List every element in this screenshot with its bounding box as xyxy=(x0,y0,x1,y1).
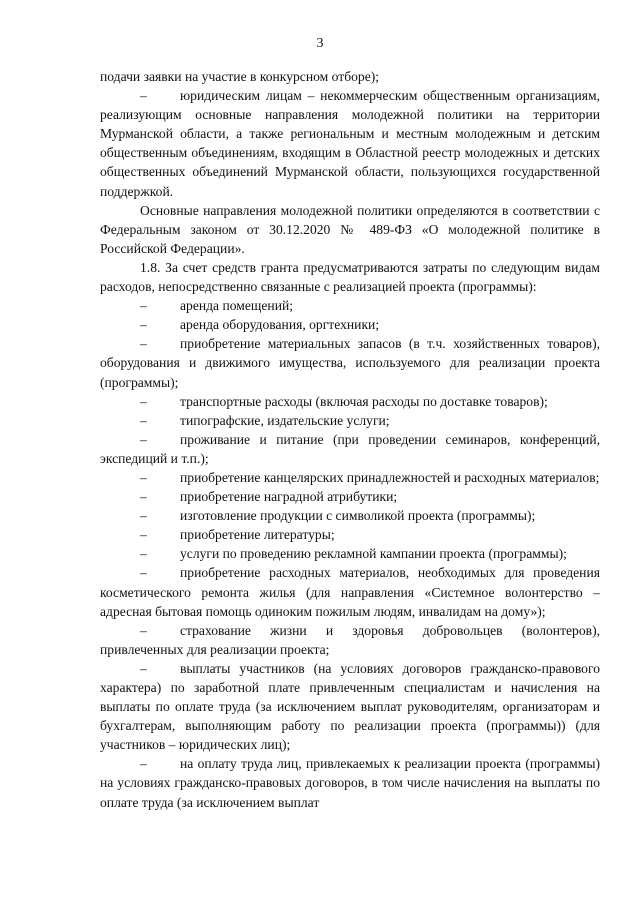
list-dash: – xyxy=(140,88,147,104)
list-dash: – xyxy=(140,317,147,333)
list-item xyxy=(100,506,600,525)
list-item xyxy=(100,334,600,391)
list-item xyxy=(100,411,600,430)
list-item-text: изготовление продукции с символикой проекта (программы); xyxy=(180,508,536,524)
list-dash: – xyxy=(140,527,147,543)
list-item-text: аренда помещений; xyxy=(180,298,294,314)
list-item-text: страхование жизни и здоровья добровольцев (волонтеров), привлеченных для реализации проекта; xyxy=(100,622,600,657)
list-dash: – xyxy=(140,622,147,638)
list-item xyxy=(100,430,600,468)
list-item-text: выплаты участников (на условиях договоров гражданско-правового характера) по заработной плате привлеченным специалистам и начисления на выплаты по оплате труда (за исключением выплат руководителям, организаторам и бухгалтерам, выполняющим работу по реализации проекта (программы)) (для участников – юридических лиц); xyxy=(100,660,600,753)
list-item-text: аренда оборудования, оргтехники; xyxy=(180,317,380,333)
paragraph: 1.8. За счет средств гранта предусматриваются затраты по следующим видам расходов, непосредственно связанные с реализацией проекта (программы): xyxy=(100,259,600,295)
list-dash: – xyxy=(140,546,147,562)
list-item xyxy=(100,86,600,201)
list-dash: – xyxy=(140,660,147,676)
list-dash: – xyxy=(140,336,147,352)
document-body xyxy=(100,67,600,812)
list-item xyxy=(100,621,600,659)
list-item xyxy=(100,296,600,315)
list-item-text: услуги по проведению рекламной кампании проекта (программы); xyxy=(180,546,567,562)
list-item xyxy=(100,525,600,544)
list-item xyxy=(100,544,600,563)
list-dash: – xyxy=(140,508,147,524)
list-item xyxy=(100,392,600,411)
list-dash: – xyxy=(140,565,147,581)
list-dash: – xyxy=(140,469,147,485)
list-item-text: приобретение литературы; xyxy=(180,527,335,543)
list-item xyxy=(100,315,600,334)
list-item xyxy=(100,468,600,487)
list-dash: – xyxy=(140,393,147,409)
list-dash: – xyxy=(140,431,147,447)
paragraph: Основные направления молодежной политики определяются в соответствии с Федеральным законом от 30.12.2020 № 489-ФЗ «О молодежной политике в Российской Федерации». xyxy=(100,202,600,256)
paragraph: подачи заявки на участие в конкурсном отборе); xyxy=(100,69,380,84)
list-item xyxy=(100,659,600,754)
list-item-text: типографские, издательские услуги; xyxy=(180,412,390,428)
list-item-text: приобретение наградной атрибутики; xyxy=(180,489,398,505)
list-item xyxy=(100,563,600,620)
list-item-text: приобретение канцелярских принадлежностей и расходных материалов; xyxy=(180,469,600,485)
list-dash: – xyxy=(140,489,147,505)
list-item-text: приобретение материальных запасов (в т.ч. хозяйственных товаров), оборудования и движимого имущества, используемого для реализации проекта (программы); xyxy=(100,336,600,390)
list-item-text: на оплату труда лиц, привлекаемых к реализации проекта (программы) на условиях гражданско-правовых договоров, в том числе начисления на выплаты по оплате труда (за исключением выплат xyxy=(100,756,600,810)
list-item-text: приобретение расходных материалов, необходимых для проведения косметического ремонта жилья (для направления «Системное волонтерство – адресная бытовая помощь одиноким пожилым людям, инвалидам на дому»); xyxy=(100,565,600,619)
list-dash: – xyxy=(140,298,147,314)
list-item-text: юридическим лицам – некоммерческим общественным организациям, реализующим основные направления молодежной политики на территории Мурманской области, а также региональным и местным молодежным и детским общественным объединениям, входящим в Областной реестр молодежных и детских общественных объединений Мурманской области, пользующихся государственной поддержкой. xyxy=(100,88,600,199)
page-number: 3 xyxy=(316,36,324,51)
list-item-text: транспортные расходы (включая расходы по доставке товаров); xyxy=(180,393,548,409)
list-item xyxy=(100,487,600,506)
list-item-text: проживание и питание (при проведении семинаров, конференций, экспедиций и т.п.); xyxy=(100,431,600,466)
list-item xyxy=(100,754,600,811)
list-dash: – xyxy=(140,412,147,428)
list-dash: – xyxy=(140,756,147,772)
